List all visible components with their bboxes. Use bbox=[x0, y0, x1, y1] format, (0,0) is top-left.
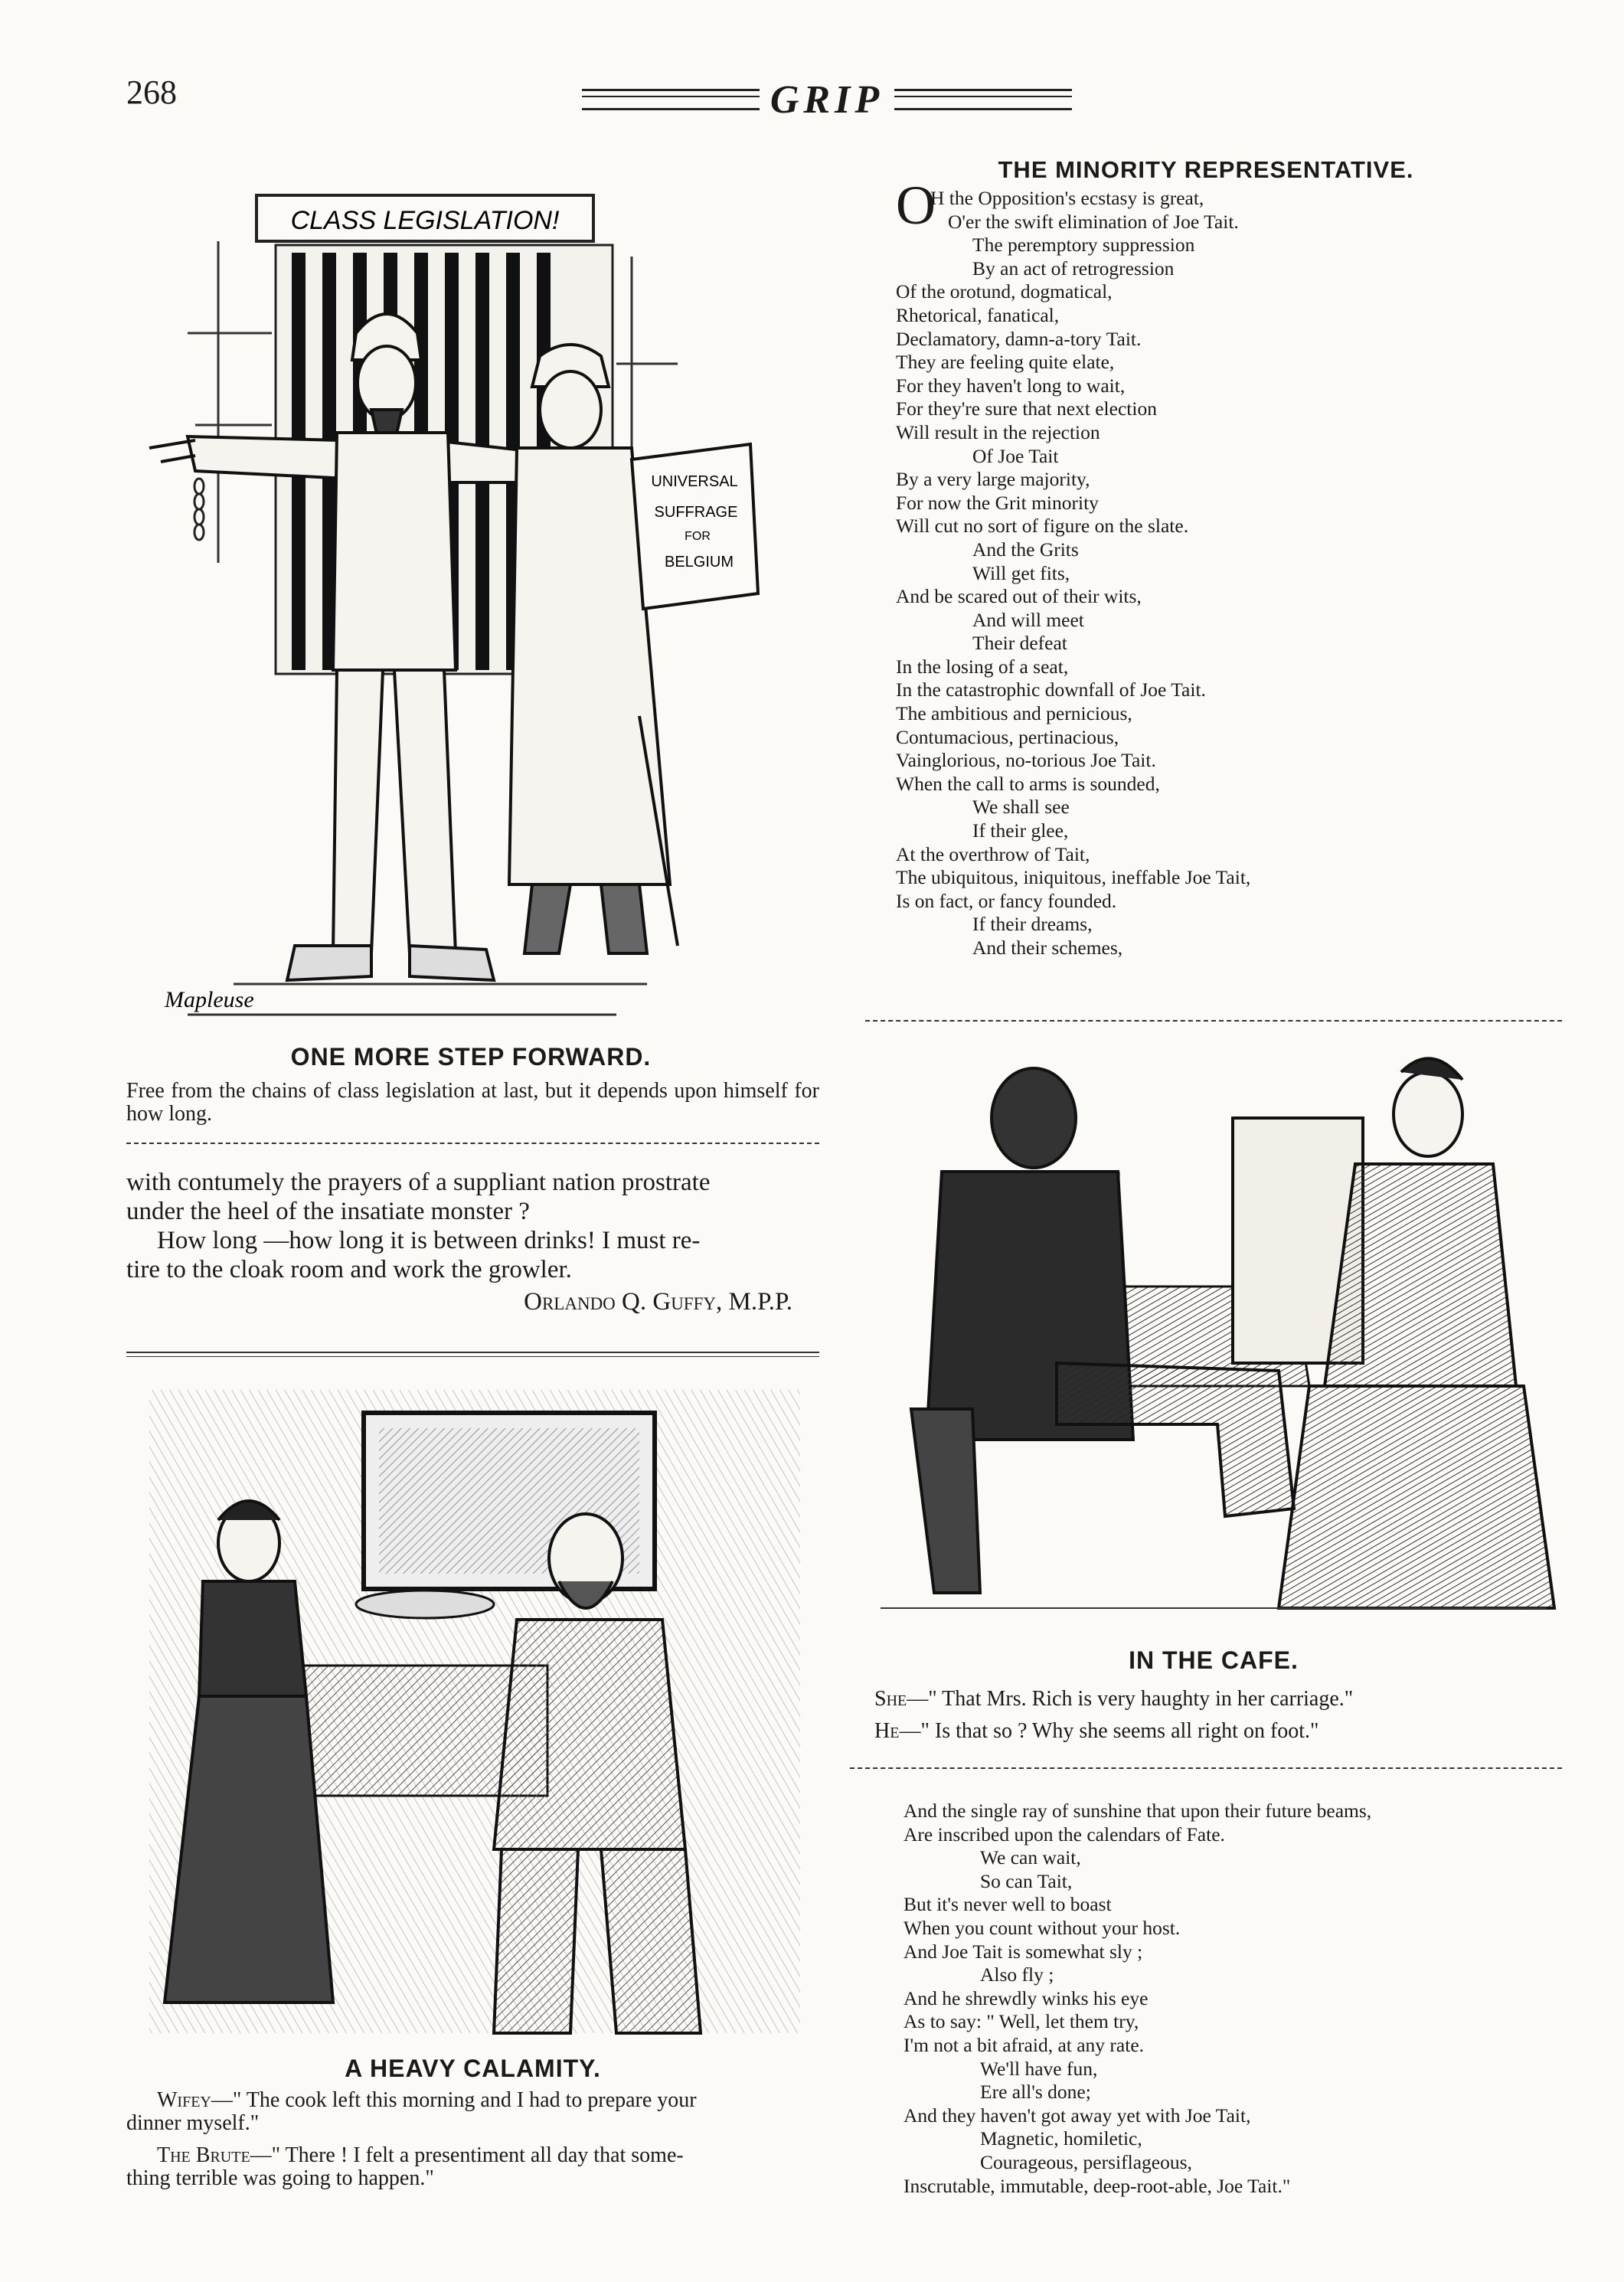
poem-line: They are feeling quite elate, bbox=[896, 351, 1115, 374]
poem-line: But it's never well to boast bbox=[903, 1893, 1112, 1916]
poem-line: If their glee, bbox=[972, 819, 1069, 842]
caption-line: —" There ! I felt a presentiment all day that some- bbox=[250, 2143, 684, 2167]
poem-line: Also fly ; bbox=[980, 1963, 1054, 1986]
caption-line: —" Is that so ? Why she seems all right on foot." bbox=[899, 1719, 1319, 1743]
poem-line: Will result in the rejection bbox=[896, 420, 1100, 443]
cartoon-two-title: A HEAVY CALAMITY. bbox=[345, 2055, 601, 2082]
poem-line: And be scared out of their wits, bbox=[896, 585, 1142, 608]
poem-line: When the call to arms is sounded, bbox=[896, 772, 1160, 795]
poem-line: In the losing of a seat, bbox=[896, 655, 1069, 678]
speaker-he: He bbox=[874, 1719, 900, 1743]
poem-line: As to say: " Well, let them try, bbox=[903, 2010, 1139, 2033]
poem-line: In the catastrophic downfall of Joe Tait. bbox=[896, 678, 1206, 701]
speaker-wifey: Wifey bbox=[157, 2088, 211, 2112]
poem-line: And will meet bbox=[972, 608, 1084, 631]
cartoon-heavy-calamity bbox=[134, 1375, 815, 2048]
poem-line: By a very large majority, bbox=[896, 468, 1090, 491]
poem-line: We can wait, bbox=[980, 1846, 1081, 1869]
magazine-title: GRIP bbox=[770, 77, 884, 122]
cartoon-one-caption: Free from the chains of class legislation at last, but it depends upon himself for how long. bbox=[126, 1079, 819, 1126]
masthead-rule-right bbox=[894, 89, 1072, 110]
poem-line: The ubiquitous, iniquitous, ineffable Joe Tait, bbox=[896, 866, 1251, 889]
poem-line: At the overthrow of Tait, bbox=[896, 842, 1090, 865]
paper-line-3: FOR bbox=[685, 530, 711, 543]
poem-line: Will get fits, bbox=[972, 561, 1070, 584]
article-signature: Orlando Q. Guffy, M.P.P. bbox=[524, 1288, 792, 1316]
divider bbox=[865, 1020, 1562, 1022]
masthead bbox=[582, 77, 1072, 123]
article-line: with contumely the prayers of a suppliant nation prostrate bbox=[126, 1169, 711, 1196]
cartoon-in-the-cafe-illustration bbox=[865, 1041, 1562, 1639]
poem-line: So can Tait, bbox=[980, 1869, 1073, 1892]
poem-line: For they haven't long to wait, bbox=[896, 374, 1126, 397]
article-line: How long —how long it is between drinks! I must re- bbox=[157, 1227, 701, 1254]
poem-line: Declamatory, damn-a-tory Tait. bbox=[896, 327, 1142, 350]
poem-line: If their dreams, bbox=[972, 913, 1093, 936]
cartoon-one-title: ONE MORE STEP FORWARD. bbox=[290, 1043, 652, 1071]
poem-line: By an act of retrogression bbox=[972, 257, 1175, 280]
caption-line: —" The cook left this morning and I had to prepare your bbox=[211, 2088, 697, 2112]
cartoon-heavy-calamity-illustration bbox=[134, 1375, 815, 2048]
caption-line: —" That Mrs. Rich is very haughty in her carriage." bbox=[907, 1687, 1354, 1711]
poem-line: And the single ray of sunshine that upon their future beams, bbox=[903, 1800, 1372, 1822]
artist-signature: Mapleuse bbox=[165, 987, 254, 1012]
article-line: under the heel of the insatiate monster ? bbox=[126, 1198, 530, 1225]
poem-line: Vainglorious, no-torious Joe Tait. bbox=[896, 749, 1156, 772]
article-line: tire to the cloak room and work the growler. bbox=[126, 1256, 572, 1283]
poem-line: H the Opposition's ecstasy is great, bbox=[930, 187, 1204, 209]
poem-line: And he shrewdly winks his eye bbox=[903, 1986, 1149, 2009]
poem-line: Their defeat bbox=[972, 632, 1067, 655]
poem-line: We'll have fun, bbox=[980, 2057, 1098, 2080]
poem-line: Is on fact, or fancy founded. bbox=[896, 889, 1117, 912]
poem-line: Magnetic, homiletic, bbox=[980, 2127, 1142, 2150]
paper-line-2: SUFFRAGE bbox=[654, 504, 738, 521]
poem-line: Will cut no sort of figure on the slate. bbox=[896, 515, 1189, 538]
poem-line: And their schemes, bbox=[972, 937, 1123, 959]
poem-line: We shall see bbox=[972, 796, 1070, 819]
cartoon-one-more-step bbox=[142, 180, 815, 1038]
poem-line: Courageous, persiflageous, bbox=[980, 2150, 1192, 2173]
poem-line: Rhetorical, fanatical, bbox=[896, 303, 1060, 326]
cartoon-one-more-step-illustration bbox=[142, 180, 815, 1038]
poem-line: Are inscribed upon the calendars of Fate. bbox=[903, 1823, 1225, 1846]
drop-cap: O bbox=[896, 175, 936, 236]
poem-line: O'er the swift elimination of Joe Tait. bbox=[948, 210, 1239, 233]
cartoon-three-caption bbox=[874, 1688, 1564, 1743]
poem-line: And Joe Tait is somewhat sly ; bbox=[903, 1940, 1143, 1963]
sign-text: CLASS LEGISLATION! bbox=[290, 206, 560, 235]
paper-line-1: UNIVERSAL bbox=[651, 473, 738, 490]
divider bbox=[126, 1352, 819, 1357]
poem-line: The peremptory suppression bbox=[972, 234, 1195, 257]
speaker-she: She bbox=[874, 1687, 907, 1711]
poem-part-two bbox=[903, 1800, 1570, 2198]
poem-line: Contumacious, pertinacious, bbox=[896, 725, 1119, 748]
masthead-rule-left bbox=[582, 89, 760, 110]
poem-line: The ambitious and pernicious, bbox=[896, 702, 1132, 725]
poem-line: Of the orotund, dogmatical, bbox=[896, 280, 1113, 303]
divider bbox=[126, 1143, 819, 1144]
article-continuation bbox=[126, 1168, 823, 1316]
poem-line: When you count without your host. bbox=[903, 1916, 1181, 1939]
cartoon-in-the-cafe bbox=[865, 1041, 1562, 1639]
page-number: 268 bbox=[126, 74, 177, 111]
cartoon-three-title: IN THE CAFE. bbox=[1129, 1646, 1299, 1674]
poem-line: I'm not a bit afraid, at any rate. bbox=[903, 2033, 1145, 2056]
poem-part-one bbox=[896, 187, 1554, 960]
poem-line: Ere all's done; bbox=[980, 2081, 1091, 2104]
divider bbox=[850, 1767, 1562, 1769]
poem-title: THE MINORITY REPRESENTATIVE. bbox=[998, 156, 1414, 183]
poem-line: For they're sure that next election bbox=[896, 397, 1157, 420]
poem-line: For now the Grit minority bbox=[896, 491, 1099, 514]
caption-line: thing terrible was going to happen." bbox=[126, 2166, 434, 2190]
speaker-brute: The Brute bbox=[157, 2143, 250, 2167]
poem-line: And the Grits bbox=[972, 538, 1079, 561]
paper-line-4: BELGIUM bbox=[664, 554, 734, 570]
poem-line: Of Joe Tait bbox=[972, 444, 1059, 467]
caption-line: dinner myself." bbox=[126, 2111, 260, 2135]
cartoon-two-caption bbox=[126, 2089, 819, 2190]
poem-line: Inscrutable, immutable, deep-root-able, Joe Tait." bbox=[903, 2174, 1291, 2197]
poem-line: And they haven't got away yet with Joe Tait, bbox=[903, 2104, 1251, 2127]
